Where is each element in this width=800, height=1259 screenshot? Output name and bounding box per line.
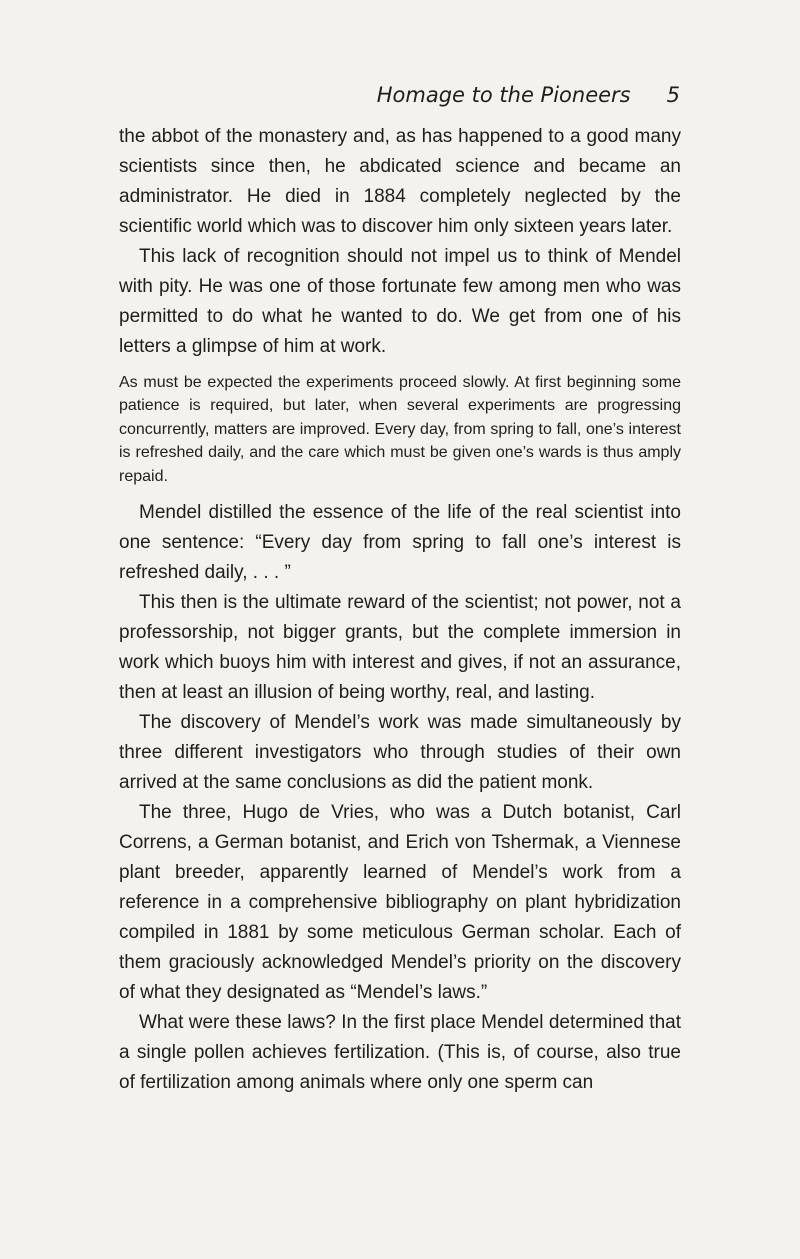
paragraph: This lack of recognition should not impel us to think of Mendel with pity. He was one of those fortunate few among men who was permitted to do what he wanted to do. We get from one of his letters a glimpse of him at work. <box>119 246 681 357</box>
paragraph: This then is the ultimate reward of the scientist; not power, not a professorship, not bigger grants, but the complete immersion in work which buoys him with interest and gives, if not an assurance, then at least an illusion of being worthy, real, and lasting. <box>119 592 681 704</box>
block-quote-text: As must be expected the experiments proceed slowly. At first beginning some patience is required, but later, when several experiments are progressing concurrently, matters are improved. Every day, from spring to fall, one’s interest is refreshed daily, and the care which must be given one’s wards is thus amply repaid. <box>119 374 681 485</box>
paragraph: The three, Hugo de Vries, who was a Dutch botanist, Carl Correns, a German botanist, and Erich von Tshermak, a Viennese plant breeder, apparently learned of Mendel’s work from a reference in a comprehensive bibliography on plant hybridization compiled in 1881 by some meticulous German scholar. Each of them graciously acknowledged Mendel’s priority on the discovery of what they designated as “Mendel’s laws.” <box>119 802 681 1004</box>
page-number: 5 <box>666 83 680 107</box>
paragraph: The discovery of Mendel’s work was made simultaneously by three different investigators who through studies of their own arrived at the same conclusions as did the patient monk. <box>119 712 681 794</box>
block-quote <box>119 371 681 488</box>
paragraph: Mendel distilled the essence of the life of the real scientist into one sentence: “Every day from spring to fall one’s interest is refreshed daily, . . . ” <box>119 502 681 584</box>
paragraph: What were these laws? In the first place Mendel determined that a single pollen achieves fertilization. (This is, of course, also true of fertilization among animals where only one sperm can <box>119 1012 681 1094</box>
body-text <box>119 122 681 1098</box>
running-title: Homage to the Pioneers <box>376 83 631 107</box>
paragraph-continued: the abbot of the monastery and, as has happened to a good many scientists since then, he abdicated science and became an administrator. He died in 1884 completely neglected by the scientific world which was to discover him only sixteen years later. <box>119 126 681 237</box>
running-head <box>118 80 680 110</box>
